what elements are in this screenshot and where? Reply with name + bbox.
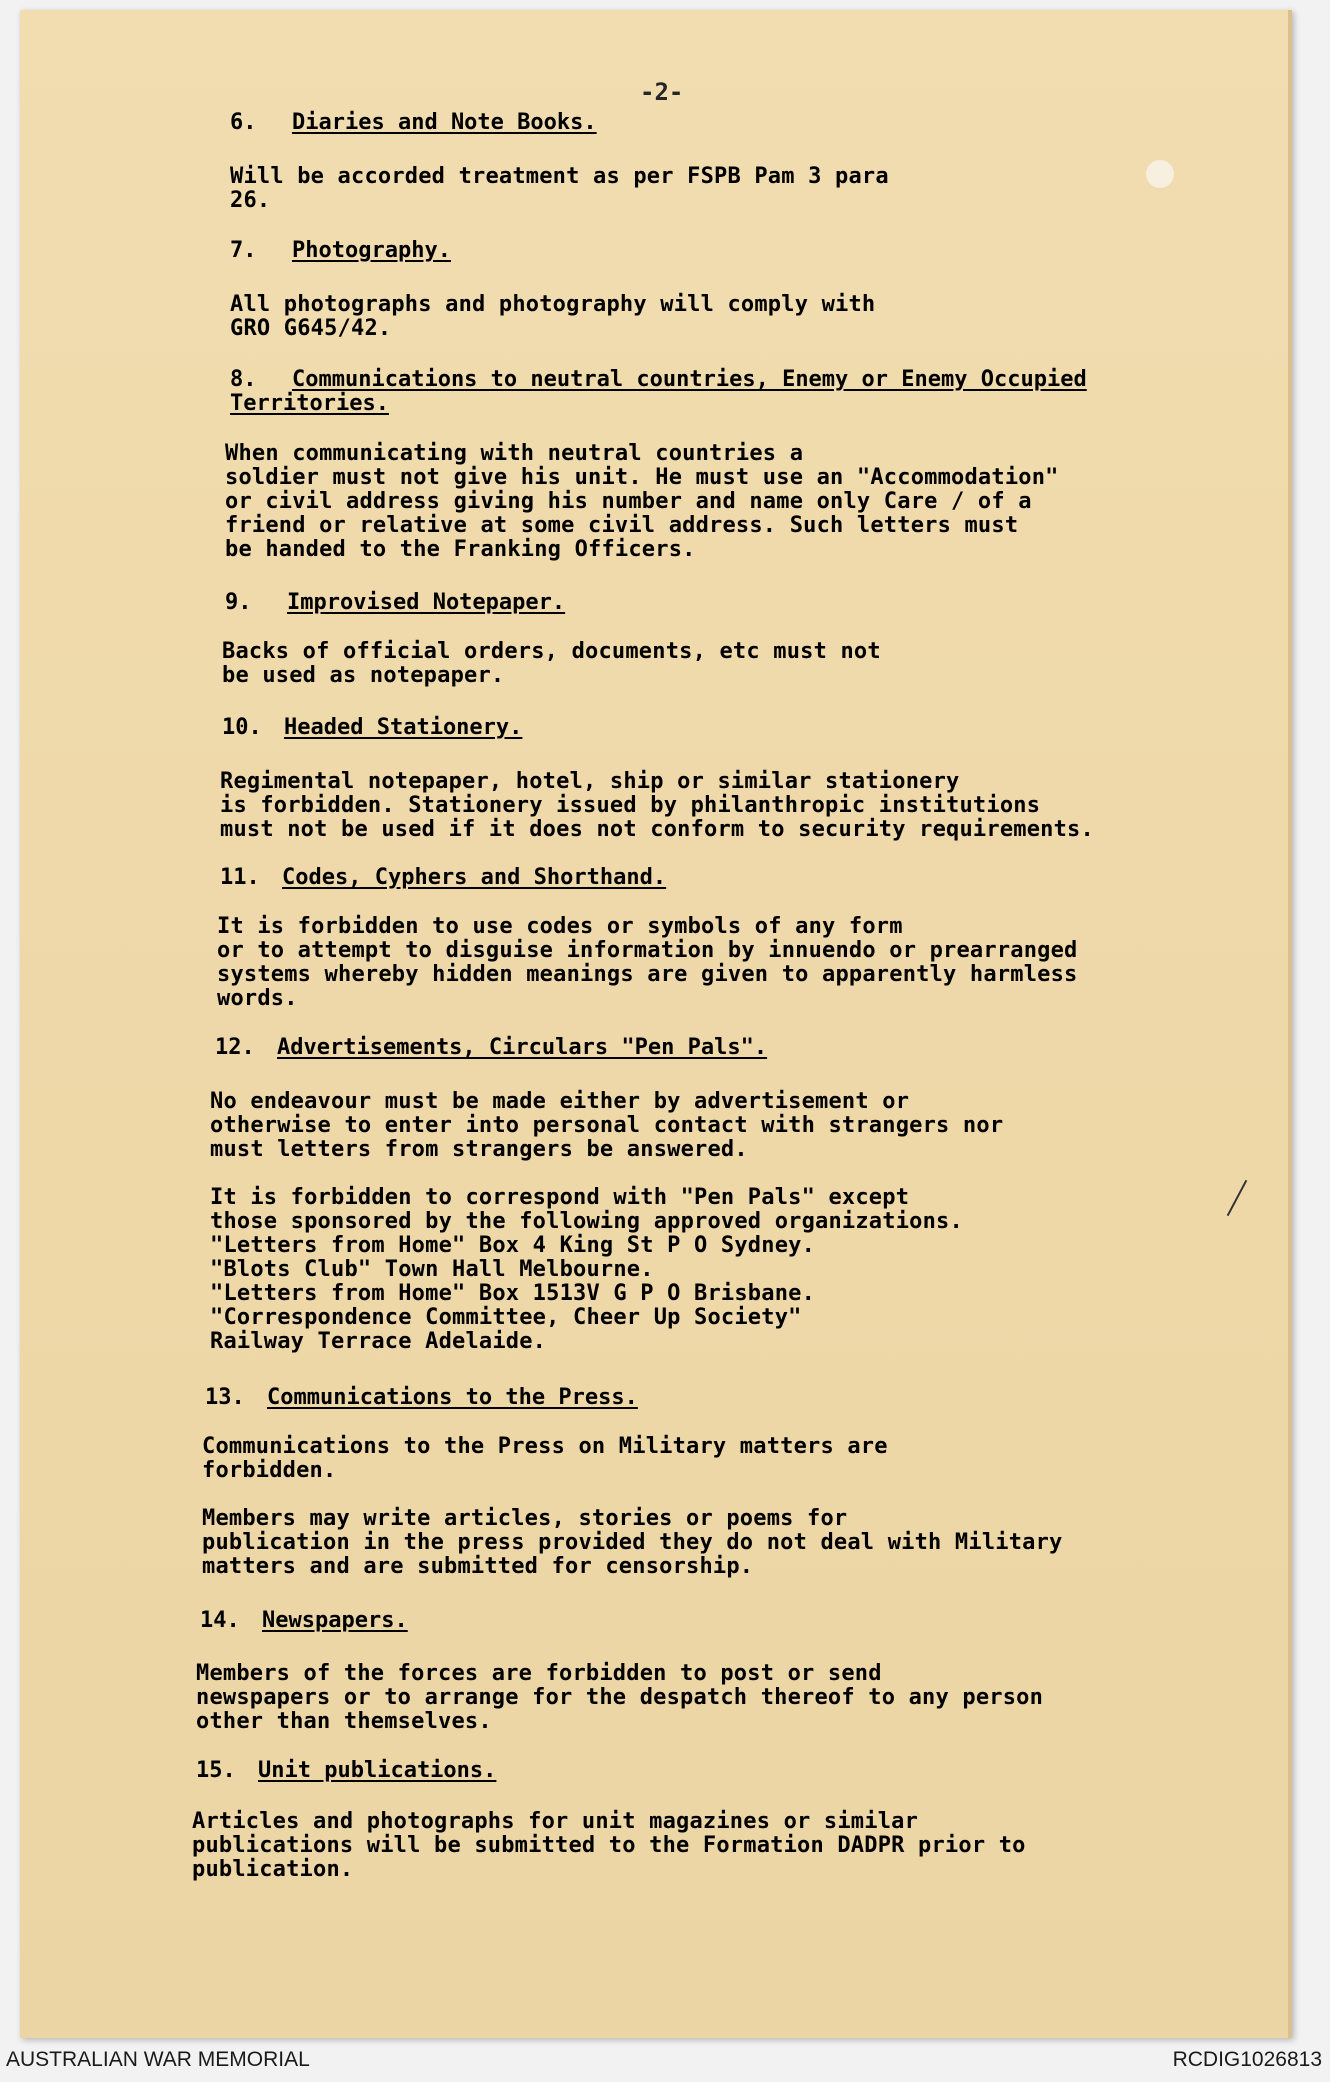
section-number: 13. xyxy=(205,1385,245,1410)
section-10-heading xyxy=(222,715,522,740)
section-9-body: Backs of official orders, documents, etc must not be used as notepaper. xyxy=(222,639,881,688)
section-number: 9. xyxy=(225,590,252,615)
section-title: Codes, Cyphers and Shorthand. xyxy=(282,865,667,890)
section-14-body: Members of the forces are forbidden to post or send newspapers or to arrange for the despatch thereof to any person other than themselves. xyxy=(196,1661,1044,1734)
section-number: 6. xyxy=(230,110,257,135)
page-number: -2- xyxy=(640,78,684,106)
section-title: Newspapers. xyxy=(262,1608,408,1633)
section-number: 11. xyxy=(220,865,260,890)
section-11-heading xyxy=(220,865,666,890)
section-number: 7. xyxy=(230,238,257,263)
section-14-heading xyxy=(200,1608,408,1633)
section-title: Improvised Notepaper. xyxy=(287,590,566,615)
section-title: Advertisements, Circulars "Pen Pals". xyxy=(277,1035,768,1060)
pencil-mark xyxy=(1227,1180,1248,1216)
section-number: 8. xyxy=(230,367,257,392)
section-number: 15. xyxy=(196,1758,236,1783)
section-9-heading xyxy=(225,590,565,615)
section-title: Unit publications. xyxy=(258,1758,497,1783)
document-page xyxy=(20,10,1292,2038)
section-15-heading xyxy=(196,1758,496,1783)
section-title: Communications to neutral countries, Enemy or Enemy Occupied Territories. xyxy=(230,367,1087,416)
paper-hole xyxy=(1146,160,1174,188)
footer-record-id: RCDIG1026813 xyxy=(1172,2048,1322,2071)
section-8-body: When communicating with neutral countries a soldier must not give his unit. He must use an "Accommodation" or civil address giving his number and name only Care / of a friend or relative at some civil address. Such letters must be handed to the Franking Officers. xyxy=(225,441,1059,562)
section-title: Headed Stationery. xyxy=(284,715,523,740)
section-10-body: Regimental notepaper, hotel, ship or similar stationery is forbidden. Stationery issued by philanthropic institutions must not be used if it does not conform to security requirements. xyxy=(220,769,1094,842)
section-number: 12. xyxy=(215,1035,255,1060)
section-12-body: No endeavour must be made either by advertisement or otherwise to enter into personal contact with strangers nor must letters from strangers be answered. It is forbidden to correspond with "Pen Pals" except those sponsored by the following approved organizations. "Letters from Home" Box 4 King St P O Sydney. "Blots Club" Town Hall Melbourne. "Letters from Home" Box 1513V G P O Brisbane. "Correspondence Committee, Cheer Up Society" Railway Terrace Adelaide. xyxy=(210,1089,1004,1354)
section-7-heading xyxy=(230,238,451,263)
section-number: 10. xyxy=(222,715,262,740)
section-13-body: Communications to the Press on Military matters are forbidden. Members may write articles, stories or poems for publication in the press provided they do not deal with Military matters and are submitted for censorship. xyxy=(202,1434,1063,1579)
section-6-body: Will be accorded treatment as per FSPB Pam 3 para 26. xyxy=(230,164,889,213)
section-title: Communications to the Press. xyxy=(267,1385,638,1410)
section-12-heading xyxy=(215,1035,767,1060)
section-number: 14. xyxy=(200,1608,240,1633)
section-8-heading xyxy=(230,368,1230,416)
section-title: Diaries and Note Books. xyxy=(292,110,597,135)
section-11-body: It is forbidden to use codes or symbols of any form or to attempt to disguise information by innuendo or prearranged systems whereby hidden meanings are given to apparently harmless words. xyxy=(217,914,1078,1011)
section-15-body: Articles and photographs for unit magazines or similar publications will be submitted to the Formation DADPR prior to publication. xyxy=(192,1809,1026,1882)
section-title: Photography. xyxy=(292,238,451,263)
section-13-heading xyxy=(205,1385,638,1410)
section-7-body: All photographs and photography will comply with GRO G645/42. xyxy=(230,292,876,341)
footer-institution: AUSTRALIAN WAR MEMORIAL xyxy=(6,2048,310,2071)
section-6-heading xyxy=(230,110,597,135)
